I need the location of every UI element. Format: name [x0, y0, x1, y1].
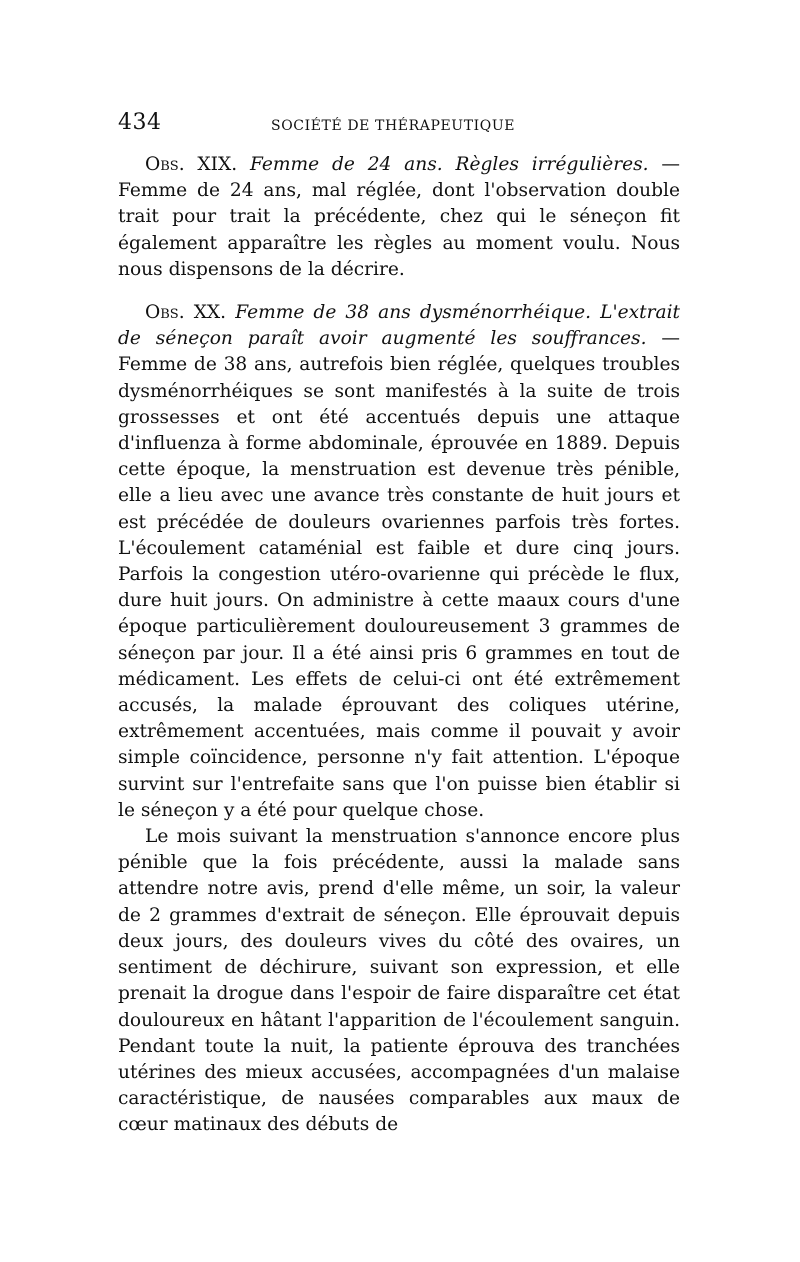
obs-title: Femme de 38 ans dysménorrhéique. L'extrait de séneçon paraît avoir augmenté les souffrances. [118, 302, 680, 350]
obs-title: Femme de 24 ans. Règles irrégulières. [250, 154, 649, 175]
running-head: SOCIÉTÉ DE THÉRAPEUTIQUE [271, 118, 516, 134]
paragraph-obs-xx [118, 300, 680, 824]
page-number: 434 [118, 110, 162, 135]
obs-label: Obs. XIX. [145, 154, 238, 175]
paragraph-text: — Femme de 38 ans, autrefois bien réglée, quelques troubles dysménorrhéiques se sont manifestés à la suite de trois grossesses et ont été accentués depuis une attaque d'influenza à forme abdominale, éprouvée en 1889. Depuis cette époque, la menstruation est devenue très pénible, elle a lieu avec une avance très constante de huit jours et est précédée de douleurs ovariennes parfois très fortes. L'écoulement cataménial est faible et dure cinq jours. Parfois la congestion utéro-ovarienne qui précède le flux, dure huit jours. On administre à cette maaux cours d'une époque particulièrement douloureusement 3 grammes de séneçon par jour. Il a été ainsi pris 6 grammes en tout de médicament. Les effets de celui-ci ont été extrêmement accusés, la malade éprouvant des coliques utérine, extrêmement accentuées, mais comme il pouvait y avoir simple coïncidence, personne n'y fait attention. L'époque survint sur l'entrefaite sans que l'on puisse bien établir si le séneçon y a été pour quelque chose. [118, 328, 680, 821]
paragraph-text: — Femme de 24 ans, mal réglée, dont l'observation double trait pour trait la précédente, chez qui le séneçon fit également apparaître les règles au moment voulu. Nous nous dispensons de la décrire. [118, 154, 680, 280]
body-text [118, 152, 680, 1139]
paragraph-obs-xix [118, 152, 680, 283]
obs-label: Obs. XX. [145, 302, 227, 324]
page-header [118, 110, 680, 142]
paragraph-continuation [118, 824, 680, 1138]
paragraph-text: Le mois suivant la menstruation s'annonce encore plus pénible que la fois précédente, aussi la malade sans attendre notre avis, prend d'elle même, un soir, la valeur de 2 grammes d'extrait de séneçon. Elle éprouvait depuis deux jours, des douleurs vives du côté des ovaires, un sentiment de déchirure, suivant son expression, et elle prenait la drogue dans l'espoir de faire disparaître cet état douloureux en hâtant l'apparition de l'écoulement sanguin. Pendant toute la nuit, la patiente éprouva des tranchées utérines des mieux accusées, accompagnées d'un malaise caractéristique, de nausées comparables aux maux de cœur matinaux des débuts de [118, 826, 680, 1136]
